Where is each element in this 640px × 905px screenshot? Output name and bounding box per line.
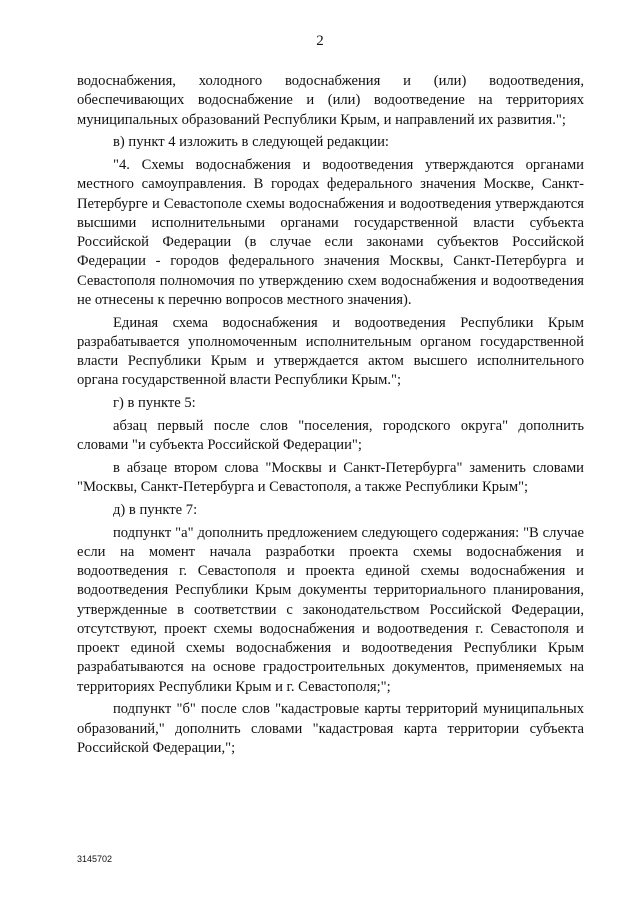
paragraph: абзац первый после слов "поселения, городского округа" дополнить словами "и субъекта Российской Федерации"; <box>77 417 584 453</box>
paragraph: Единая схема водоснабжения и водоотведения Республики Крым разрабатывается уполномоченным исполнительным органом государственной власти Республики Крым и утверждается актом высшего исполнительного органа государственной власти Республики Крым."; <box>77 314 584 389</box>
document-body <box>77 72 584 762</box>
paragraph: в абзаце втором слова "Москвы и Санкт-Петербурга" заменить словами "Москвы, Санкт-Петербурга и Севастополя, а также Республики Крым"; <box>77 459 584 495</box>
paragraph: "4. Схемы водоснабжения и водоотведения утверждаются органами местного самоуправления. В городах федерального значения Москве, Санкт-Петербурге и Севастополе схемы водоснабжения и водоотведения утверждаются высшими исполнительными органами государственной власти субъекта Российской Федерации (в случае если законами субъектов Российской Федерации - городов федерального значения Москвы, Санкт-Петербурга и Севастополя полномочия по утверждению схем водоснабжения и водоотведения не отнесены к перечню вопросов местного значения). <box>77 157 584 308</box>
paragraph: подпункт "б" после слов "кадастровые карты территорий муниципальных образований," дополнить словами "кадастровая карта территории субъекта Российской Федерации,"; <box>77 701 584 756</box>
paragraph: водоснабжения, холодного водоснабжения и (или) водоотведения, обеспечивающих водоснабжение и (или) водоотведение на территориях муниципальных образований Республики Крым, и направлений их развития."; <box>77 73 584 128</box>
document-code: 3145702 <box>77 854 113 864</box>
paragraph: подпункт "а" дополнить предложением следующего содержания: "В случае если на момент начала разработки проекта схемы водоснабжения и водоотведения г. Севастополя и проекта единой схемы водоснабжения и водоотведения Республики Крым документы территориального планирования, утвержденные в соответствии с законодательством Российской Федерации, отсутствуют, проект схемы водоснабжения и водоотведения г. Севастополя и проект единой схемы водоснабжения и водоотведения Республики Крым разрабатываются на основе градостроительных документов, применяемых на территориях Республики Крым и г. Севастополя;"; <box>77 524 584 695</box>
paragraph: в) пункт 4 изложить в следующей редакции: <box>113 134 389 151</box>
paragraph: г) в пункте 5: <box>113 395 196 411</box>
paragraph: д) в пункте 7: <box>113 501 198 518</box>
page-number: 2 <box>316 33 324 49</box>
